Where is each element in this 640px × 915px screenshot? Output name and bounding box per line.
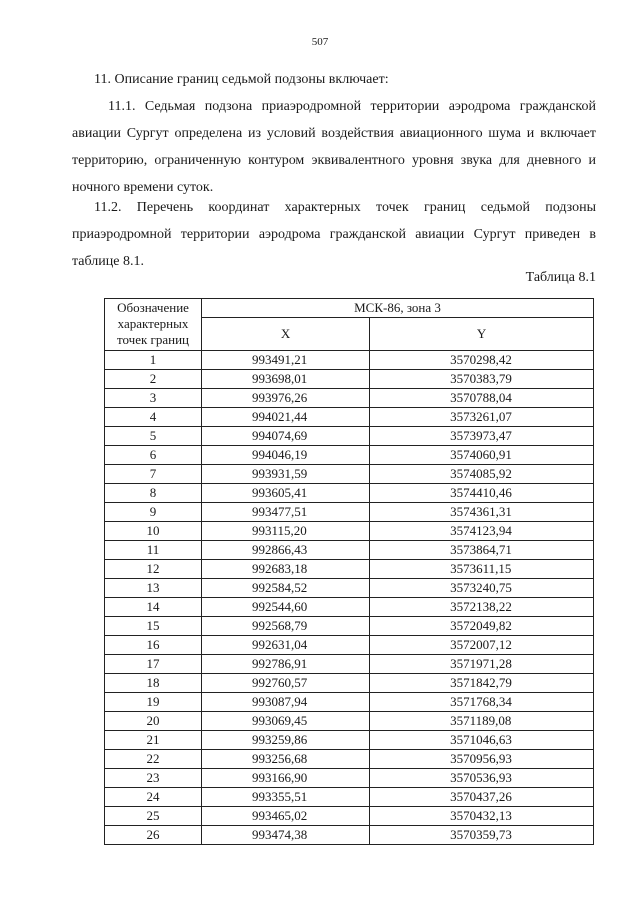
y-coordinate-cell: 3571189,08 [370, 712, 594, 731]
point-id-cell: 12 [105, 560, 202, 579]
point-id-cell: 5 [105, 427, 202, 446]
y-coordinate-cell: 3574085,92 [370, 465, 594, 484]
point-id-cell: 10 [105, 522, 202, 541]
y-coordinate-cell: 3572007,12 [370, 636, 594, 655]
x-coordinate-cell: 992786,91 [202, 655, 370, 674]
x-coordinate-cell: 992584,52 [202, 579, 370, 598]
y-coordinate-cell: 3574410,46 [370, 484, 594, 503]
table-row [105, 370, 594, 389]
x-coordinate-cell: 993069,45 [202, 712, 370, 731]
table-row [105, 598, 594, 617]
table-row [105, 484, 594, 503]
x-coordinate-cell: 992683,18 [202, 560, 370, 579]
y-coordinate-cell: 3574123,94 [370, 522, 594, 541]
x-coordinate-cell: 993256,68 [202, 750, 370, 769]
x-coordinate-cell: 993477,51 [202, 503, 370, 522]
point-id-cell: 3 [105, 389, 202, 408]
y-coordinate-cell: 3574361,31 [370, 503, 594, 522]
y-coordinate-cell: 3572138,22 [370, 598, 594, 617]
table-row [105, 389, 594, 408]
x-coordinate-cell: 993355,51 [202, 788, 370, 807]
y-coordinate-cell: 3570432,13 [370, 807, 594, 826]
point-id-cell: 9 [105, 503, 202, 522]
x-coordinate-cell: 993087,94 [202, 693, 370, 712]
table-row [105, 522, 594, 541]
point-id-cell: 8 [105, 484, 202, 503]
y-coordinate-cell: 3573611,15 [370, 560, 594, 579]
x-coordinate-cell: 994046,19 [202, 446, 370, 465]
point-id-cell: 2 [105, 370, 202, 389]
y-coordinate-cell: 3573261,07 [370, 408, 594, 427]
y-column-header: Y [370, 318, 594, 351]
x-coordinate-cell: 993931,59 [202, 465, 370, 484]
point-id-cell: 14 [105, 598, 202, 617]
y-coordinate-cell: 3570298,42 [370, 351, 594, 370]
point-id-cell: 13 [105, 579, 202, 598]
x-coordinate-cell: 993976,26 [202, 389, 370, 408]
x-coordinate-cell: 994074,69 [202, 427, 370, 446]
x-coordinate-cell: 993259,86 [202, 731, 370, 750]
page-number: 507 [311, 36, 329, 48]
point-id-cell: 16 [105, 636, 202, 655]
table-row [105, 674, 594, 693]
point-id-cell: 21 [105, 731, 202, 750]
y-coordinate-cell: 3570788,04 [370, 389, 594, 408]
x-coordinate-cell: 993491,21 [202, 351, 370, 370]
table-row [105, 788, 594, 807]
y-coordinate-cell: 3570383,79 [370, 370, 594, 389]
table-row [105, 427, 594, 446]
y-coordinate-cell: 3570956,93 [370, 750, 594, 769]
point-id-cell: 1 [105, 351, 202, 370]
x-column-header: X [202, 318, 370, 351]
table-row [105, 465, 594, 484]
y-coordinate-cell: 3571971,28 [370, 655, 594, 674]
x-coordinate-cell: 992631,04 [202, 636, 370, 655]
x-coordinate-cell: 992760,57 [202, 674, 370, 693]
x-coordinate-cell: 992544,60 [202, 598, 370, 617]
table-caption: Таблица 8.1 [525, 270, 596, 285]
table-row [105, 503, 594, 522]
x-coordinate-cell: 993465,02 [202, 807, 370, 826]
table-row [105, 446, 594, 465]
table-row [105, 712, 594, 731]
x-coordinate-cell: 992866,43 [202, 541, 370, 560]
point-id-cell: 15 [105, 617, 202, 636]
y-coordinate-cell: 3570359,73 [370, 826, 594, 845]
y-coordinate-cell: 3573973,47 [370, 427, 594, 446]
table-row [105, 617, 594, 636]
table-row [105, 408, 594, 427]
y-coordinate-cell: 3574060,91 [370, 446, 594, 465]
point-id-cell: 26 [105, 826, 202, 845]
x-coordinate-cell: 993698,01 [202, 370, 370, 389]
x-coordinate-cell: 993115,20 [202, 522, 370, 541]
point-id-cell: 18 [105, 674, 202, 693]
y-coordinate-cell: 3573864,71 [370, 541, 594, 560]
point-id-cell: 25 [105, 807, 202, 826]
point-id-cell: 19 [105, 693, 202, 712]
y-coordinate-cell: 3573240,75 [370, 579, 594, 598]
table-row [105, 826, 594, 845]
coordinates-table [104, 298, 594, 845]
table-row [105, 750, 594, 769]
paragraph-11-2: 11.2. Перечень координат характерных точек границ седьмой подзоны приаэродромной территории аэродрома гражданской авиации Сургут приведен в таблице 8.1. [72, 200, 596, 269]
paragraph-11-1: 11.1. Седьмая подзона приаэродромной территории аэродрома гражданской авиации Сургут определена из условий воздействия авиационного шума и включает территорию, ограниченную контуром эквивалентного уровня звука для дневного и ночного времени суток. [72, 99, 596, 195]
x-coordinate-cell: 993605,41 [202, 484, 370, 503]
crs-group-header: МСК-86, зона 3 [202, 299, 594, 318]
y-coordinate-cell: 3571768,34 [370, 693, 594, 712]
table-row [105, 541, 594, 560]
point-id-cell: 4 [105, 408, 202, 427]
x-coordinate-cell: 994021,44 [202, 408, 370, 427]
point-column-header: Обозначение характерных точек границ [105, 299, 202, 351]
y-coordinate-cell: 3571842,79 [370, 674, 594, 693]
table-row [105, 731, 594, 750]
table-row [105, 693, 594, 712]
table-row [105, 769, 594, 788]
table-row [105, 807, 594, 826]
y-coordinate-cell: 3570536,93 [370, 769, 594, 788]
y-coordinate-cell: 3570437,26 [370, 788, 594, 807]
point-id-cell: 23 [105, 769, 202, 788]
point-id-cell: 24 [105, 788, 202, 807]
point-id-cell: 6 [105, 446, 202, 465]
point-id-cell: 22 [105, 750, 202, 769]
table-row [105, 560, 594, 579]
table-row [105, 579, 594, 598]
section-heading: 11. Описание границ седьмой подзоны включает: [94, 72, 389, 87]
x-coordinate-cell: 993166,90 [202, 769, 370, 788]
y-coordinate-cell: 3571046,63 [370, 731, 594, 750]
y-coordinate-cell: 3572049,82 [370, 617, 594, 636]
table-row [105, 351, 594, 370]
table-row [105, 636, 594, 655]
point-id-cell: 7 [105, 465, 202, 484]
x-coordinate-cell: 993474,38 [202, 826, 370, 845]
x-coordinate-cell: 992568,79 [202, 617, 370, 636]
point-id-cell: 11 [105, 541, 202, 560]
point-id-cell: 20 [105, 712, 202, 731]
coordinates-table-body [105, 351, 594, 845]
table-row [105, 655, 594, 674]
point-id-cell: 17 [105, 655, 202, 674]
